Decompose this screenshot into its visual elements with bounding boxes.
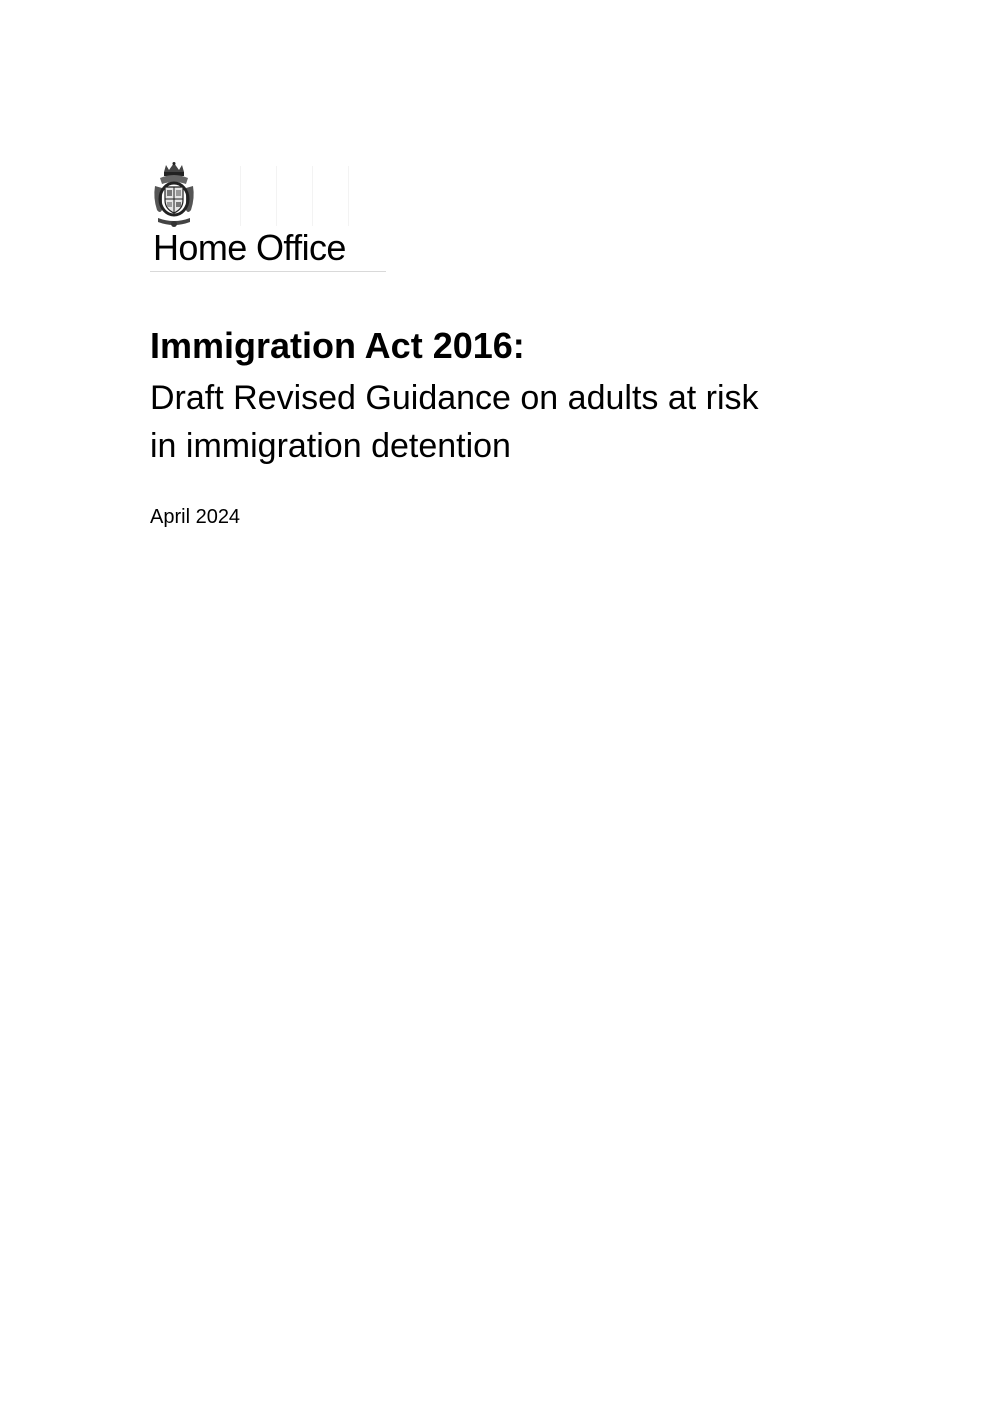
subtitle-line-2: in immigration detention [150,427,511,465]
subtitle-line-1: Draft Revised Guidance on adults at risk [150,379,759,417]
logo-divider [150,271,386,272]
home-office-logo [150,160,390,275]
document-title: Immigration Act 2016: [150,325,525,366]
document-subtitle [150,374,850,470]
publication-date: April 2024 [150,506,241,528]
department-name: Home Office [153,227,346,268]
logo-background-lines [240,166,360,226]
royal-coat-of-arms-icon [152,162,196,228]
